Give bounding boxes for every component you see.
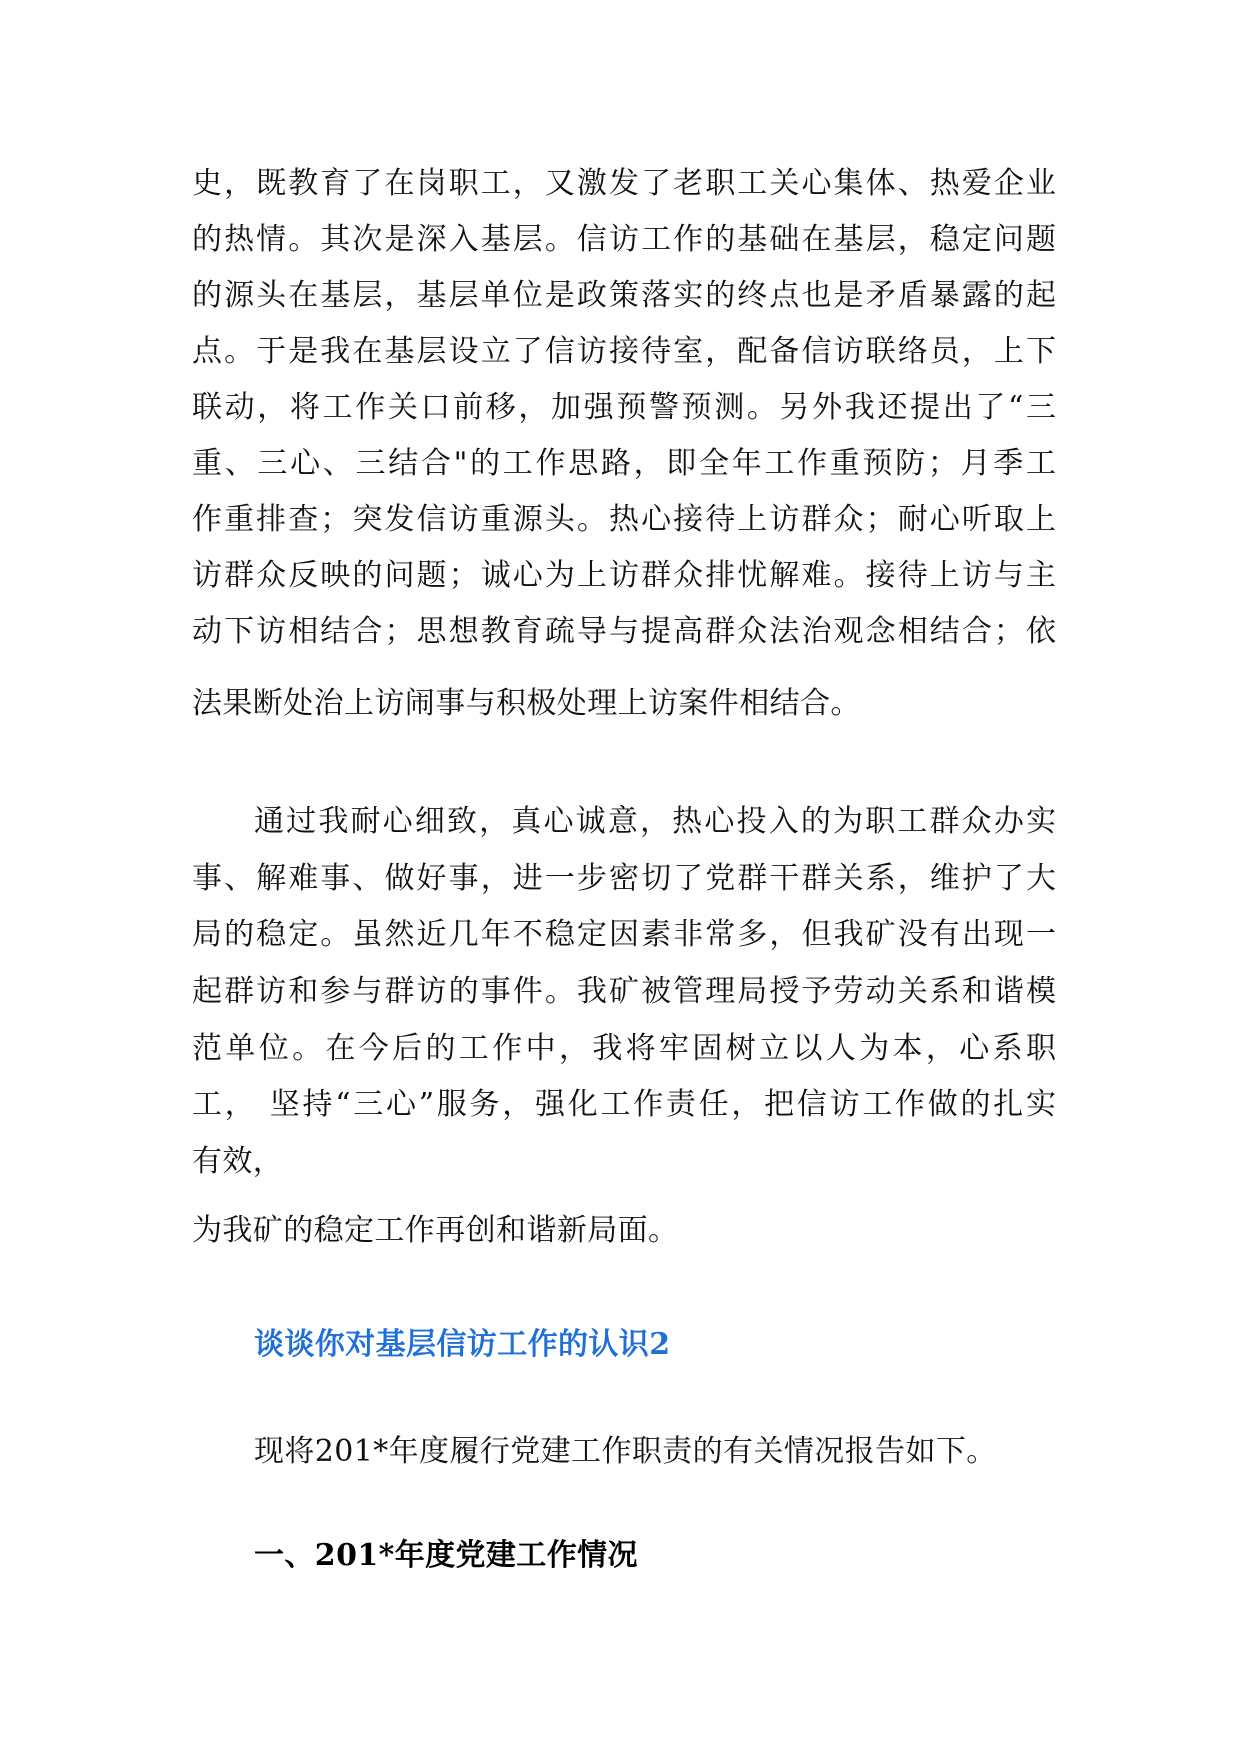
article-heading-text: 谈谈你对基层信访工作的认识2 <box>254 1327 671 1362</box>
paragraph-1 <box>192 156 1056 732</box>
paragraph-line: 有效， <box>192 1144 284 1180</box>
paragraph-line: 重、三心、三结合"的工作思路，即全年工作重预防；月季工 <box>192 446 1056 481</box>
paragraph-line: 的源头在基层，基层单位是政策落实的终点也是矛盾暴露的起 <box>192 278 1056 313</box>
paragraph-line: 通过我耐心细致，真心诚意，热心投入的为职工群众办实 <box>254 804 1056 839</box>
paragraph-line: 访群众反映的问题；诚心为上访群众排忧解难。接待上访与主 <box>192 558 1056 593</box>
paragraph-line: 作重排查；突发信访重源头。热心接待上访群众；耐心听取上 <box>192 502 1056 537</box>
paragraph-line: 局的稳定。虽然近几年不稳定因素非常多，但我矿没有出现一 <box>192 917 1056 953</box>
article-heading <box>192 1317 1056 1373</box>
paragraph-line: 动下访相结合；思想教育疏导与提高群众法治观念相结合；依 <box>192 614 1056 649</box>
section-heading-text: 一、201*年度党建工作情况 <box>254 1538 638 1573</box>
section-heading <box>192 1528 1056 1584</box>
paragraph-line: 为我矿的稳定工作再创和谐新局面。 <box>192 1212 679 1248</box>
intro-paragraph <box>192 1424 1056 1480</box>
paragraph-line: 范单位。在今后的工作中，我将牢固树立以人为本，心系职 <box>192 1030 1056 1066</box>
paragraph-line: 史，既教育了在岗职工，又激发了老职工关心集体、热爱企业 <box>192 166 1056 201</box>
paragraph-2 <box>192 794 1056 1260</box>
paragraph-line: 法果断处治上访闹事与积极处理上访案件相结合。 <box>192 686 861 721</box>
paragraph-line: 联动，将工作关口前移，加强预警预测。另外我还提出了“三 <box>192 390 1056 425</box>
paragraph-line: 点。于是我在基层设立了信访接待室，配备信访联络员，上下 <box>192 334 1056 369</box>
paragraph-line: 起群访和参与群访的事件。我矿被管理局授予劳动关系和谐模 <box>192 974 1056 1010</box>
paragraph-line: 现将201*年度履行党建工作职责的有关情况报告如下。 <box>254 1434 997 1469</box>
paragraph-line: 的热情。其次是深入基层。信访工作的基础在基层，稳定问题 <box>192 222 1056 257</box>
paragraph-line: 事、解难事、做好事，进一步密切了党群干群关系，维护了大 <box>192 860 1056 896</box>
paragraph-line: 工， 坚持“三心”服务，强化工作责任，把信访工作做的扎实 <box>192 1087 1056 1123</box>
